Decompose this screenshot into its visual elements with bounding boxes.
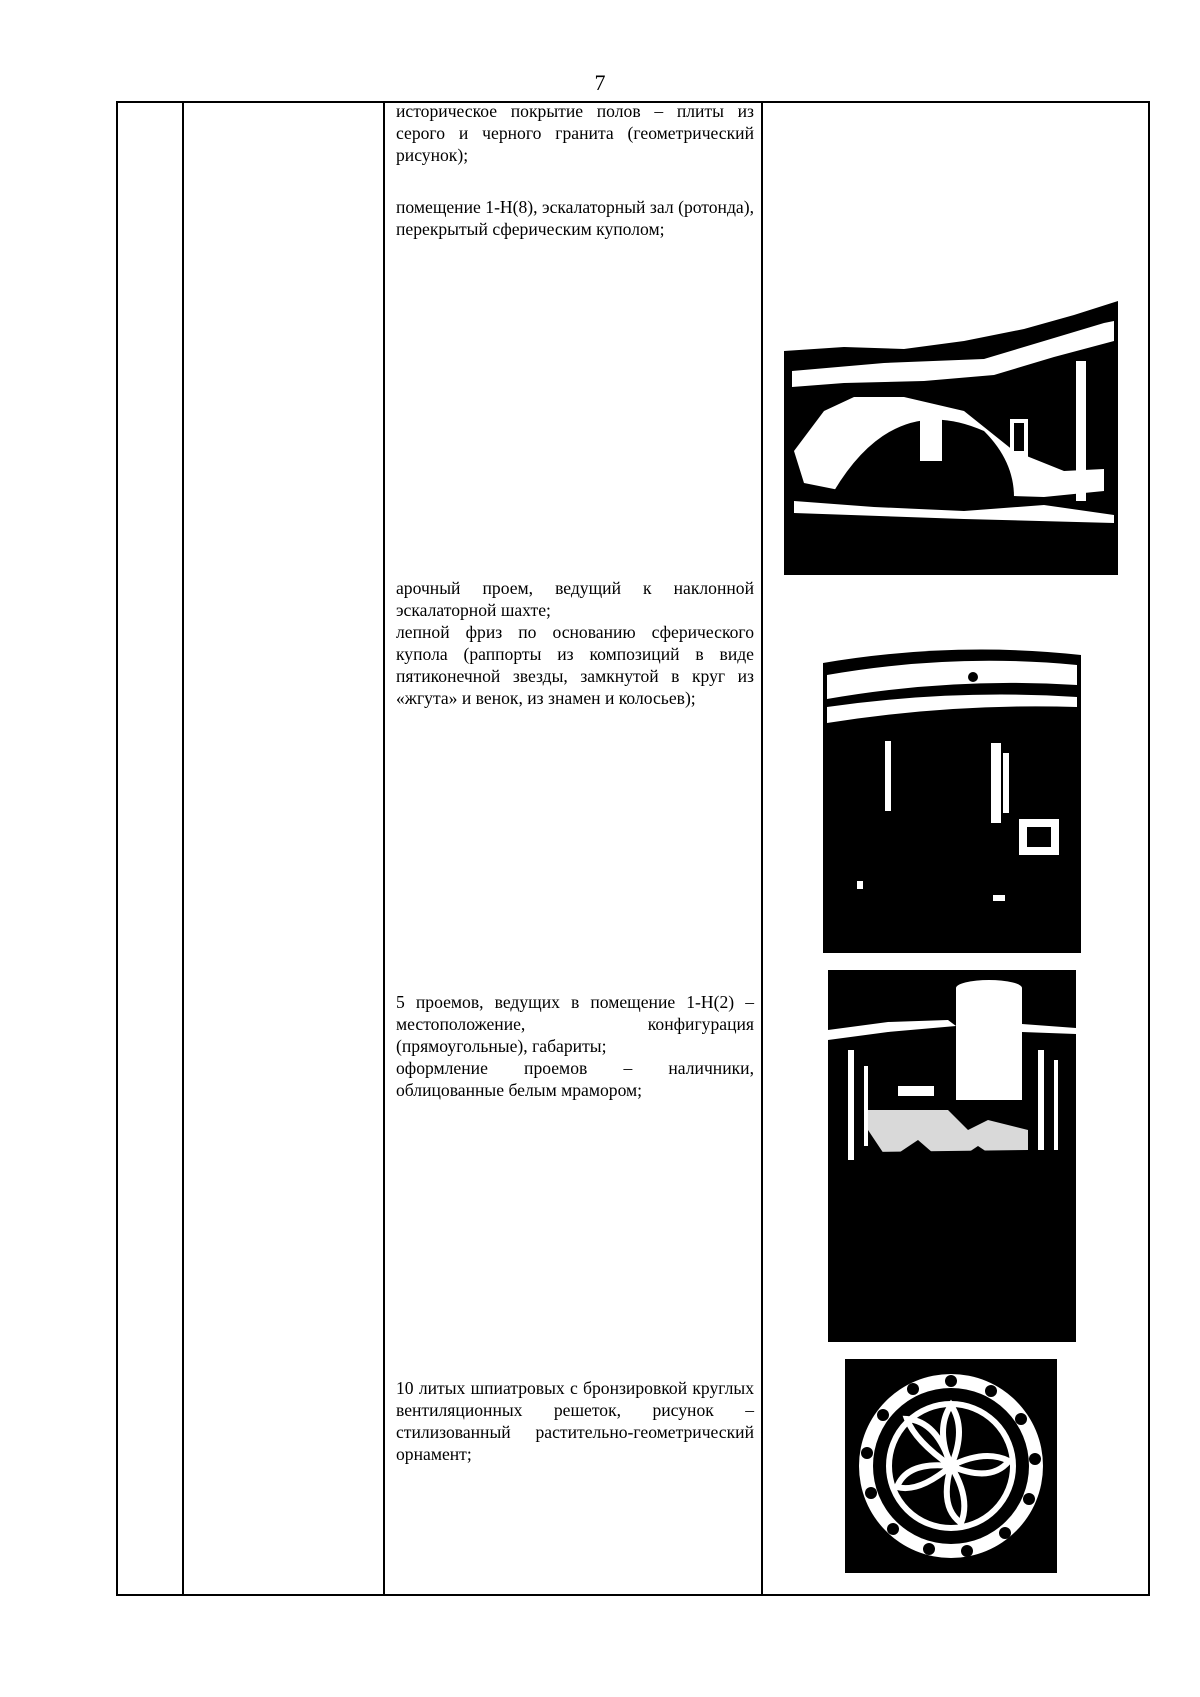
rotunda-arch-photo: [784, 301, 1118, 575]
column-divider-3: [761, 103, 763, 1594]
ventilation-grille-photo: [845, 1359, 1057, 1573]
entry-rotunda: помещение 1-Н(8), эскалаторный зал (ротонда), перекрытый сферическим куполом;: [396, 197, 754, 239]
entry-ventilation-grilles: 10 литых шпиатровых с бронзировкой круглых вентиляционных решеток, рисунок – стилизованный растительно-геометрический орнамент;: [396, 1378, 754, 1464]
dome-frieze-photo: [823, 623, 1081, 953]
openings-photo: [828, 970, 1076, 1342]
page-number: 7: [594, 70, 606, 95]
entry-arch-and-frieze: арочный проем, ведущий к наклонной эскалаторной шахте; лепной фриз по основанию сферического купола (раппорты из композиций в виде пятиконечной звезды, замкнутой в круг из «жгута» и венок, из знамен и колосьев);: [396, 578, 754, 708]
entry-floor-covering: историческое покрытие полов – плиты из серого и черного гранита (геометрический рисунок);: [396, 101, 754, 165]
column-divider-2: [383, 103, 385, 1594]
protected-elements-table: [116, 101, 1150, 1596]
entry-openings: 5 проемов, ведущих в помещение 1-Н(2) – местоположение, конфигурация (прямоугольные), габариты; оформление проемов – наличники, облицованные белым мрамором;: [396, 992, 754, 1100]
column-divider-1: [182, 103, 184, 1594]
